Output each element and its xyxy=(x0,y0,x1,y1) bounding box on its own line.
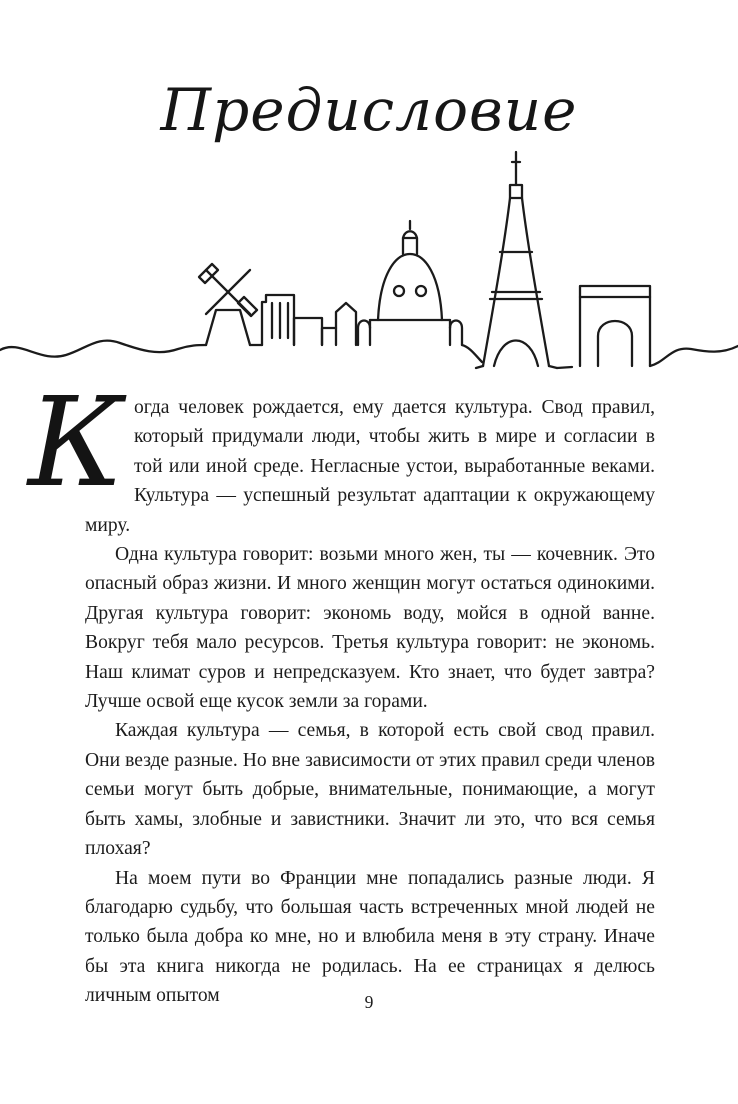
chapter-title: Предисловие xyxy=(160,76,578,144)
arc-de-triomphe-icon xyxy=(557,286,650,368)
paragraph-4: На моем пути во Франции мне попадались разные люди. Я благодарю судьбу, что большая часть встреченных мной людей не только была добра ко мне, но и влюбила меня в эту страну. Иначе бы эта книга никогда не родилась. На ее страницах я делюсь личным опытом xyxy=(85,867,655,1007)
paragraph-3: Каждая культура — семья, в которой есть свой свод правил. Они везде разные. Но вне зависимости от этих правил среди членов семьи могут быть добрые, внимательные, понимающие, а могут быть хамы, злобные и завистники. Значит ли это, что вся семья плохая? xyxy=(85,720,655,860)
body-text xyxy=(28,371,655,1011)
paragraph-2: Одна культура говорит: возьми много жен, ты — кочевник. Это опасный образ жизни. И много женщин могут остаться одинокими. Другая культура говорит: экономь воду, мойся в одной ванне. Вокруг тебя мало ресурсов. Третья культура говорит: не экономь. Наш климат суров и непредсказуем. Кто знает, что будет завтра? Лучше освой еще кусок земли за горами. xyxy=(85,544,655,713)
paragraph-1 xyxy=(28,371,655,540)
wave-line-left xyxy=(0,341,206,357)
sacre-coeur-dome-icon xyxy=(358,221,482,362)
buildings-icon xyxy=(262,295,356,345)
page-number: 9 xyxy=(364,992,374,1012)
wave-line-right xyxy=(650,346,738,366)
windmill-icon xyxy=(199,264,262,345)
paris-skyline-illustration xyxy=(0,140,738,382)
eiffel-tower-icon xyxy=(476,152,557,368)
drop-cap: К xyxy=(28,371,124,515)
paragraph-1-text: огда человек рождается, ему дается культура. Свод правил, который придумали люди, чтобы жить в мире и согласии в той или иной среде. Негласные устои, выработанные веками. Культура — успешный результат адаптации к окружающему миру. xyxy=(85,397,655,536)
paris-skyline-svg xyxy=(0,140,738,382)
